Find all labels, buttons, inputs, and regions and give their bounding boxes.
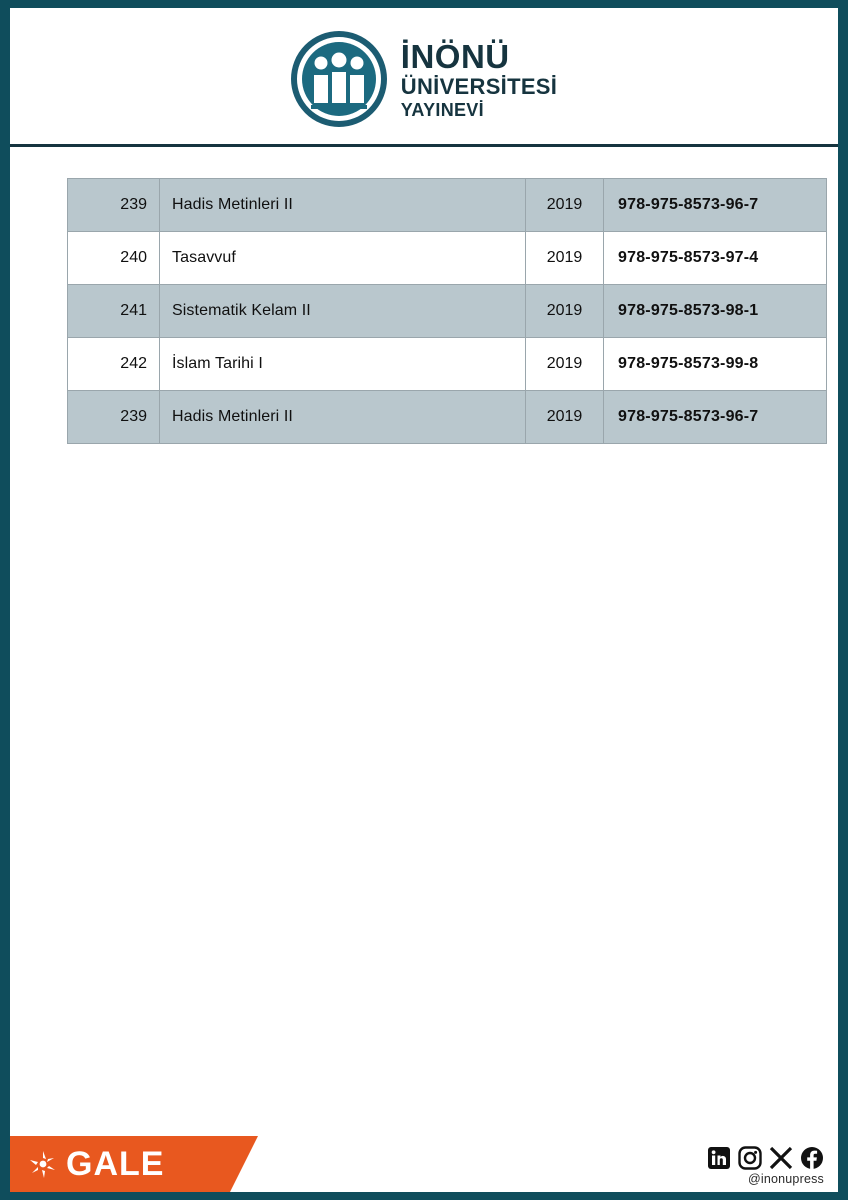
linkedin-icon[interactable]: [707, 1146, 731, 1170]
cell-number: 240: [68, 232, 160, 285]
cell-number: 242: [68, 338, 160, 391]
gale-spark-icon: [28, 1149, 58, 1179]
social-links: [707, 1146, 824, 1186]
page-border-bottom: [0, 1192, 848, 1200]
cell-year: 2019: [526, 391, 604, 444]
cell-title: Hadis Metinleri II: [160, 391, 526, 444]
table-row: [68, 391, 827, 444]
facebook-icon[interactable]: [800, 1146, 824, 1170]
page-border-right: [838, 0, 848, 1200]
cell-title: Tasavvuf: [160, 232, 526, 285]
table-row: [68, 232, 827, 285]
table-row: [68, 338, 827, 391]
cell-number: 241: [68, 285, 160, 338]
cell-isbn: 978-975-8573-96-7: [604, 179, 827, 232]
gale-label: GALE: [66, 1144, 165, 1183]
x-twitter-icon[interactable]: [769, 1146, 793, 1170]
cell-number: 239: [68, 391, 160, 444]
table-row: [68, 179, 827, 232]
header-divider: [10, 144, 838, 147]
book-list-table-wrapper: [67, 178, 781, 444]
logo-title-line3: YAYINEVİ: [400, 99, 484, 120]
inonu-university-logo-icon: [291, 31, 387, 127]
cell-year: 2019: [526, 285, 604, 338]
table-body: [68, 179, 827, 444]
logo-title-line2: ÜNİVERSİTESİ: [400, 73, 558, 99]
instagram-icon[interactable]: [738, 1146, 762, 1170]
publisher-name: [400, 37, 558, 120]
social-icon-row: [707, 1146, 824, 1170]
cell-year: 2019: [526, 338, 604, 391]
social-handle: @inonupress: [747, 1172, 824, 1186]
document-header: [0, 14, 848, 144]
cell-year: 2019: [526, 232, 604, 285]
cell-title: İslam Tarihi I: [160, 338, 526, 391]
cell-number: 239: [68, 179, 160, 232]
cell-title: Sistematik Kelam II: [160, 285, 526, 338]
cell-isbn: 978-975-8573-96-7: [604, 391, 827, 444]
publisher-logo: [291, 31, 557, 127]
book-list-table: [67, 178, 827, 444]
cell-isbn: 978-975-8573-97-4: [604, 232, 827, 285]
page-border-top: [0, 0, 848, 8]
cell-title: Hadis Metinleri II: [160, 179, 526, 232]
cell-isbn: 978-975-8573-98-1: [604, 285, 827, 338]
logo-title-line1: İNÖNÜ: [400, 37, 510, 75]
cell-year: 2019: [526, 179, 604, 232]
page-border-left: [0, 0, 10, 1200]
gale-footer-badge: [10, 1136, 230, 1192]
table-row: [68, 285, 827, 338]
cell-isbn: 978-975-8573-99-8: [604, 338, 827, 391]
